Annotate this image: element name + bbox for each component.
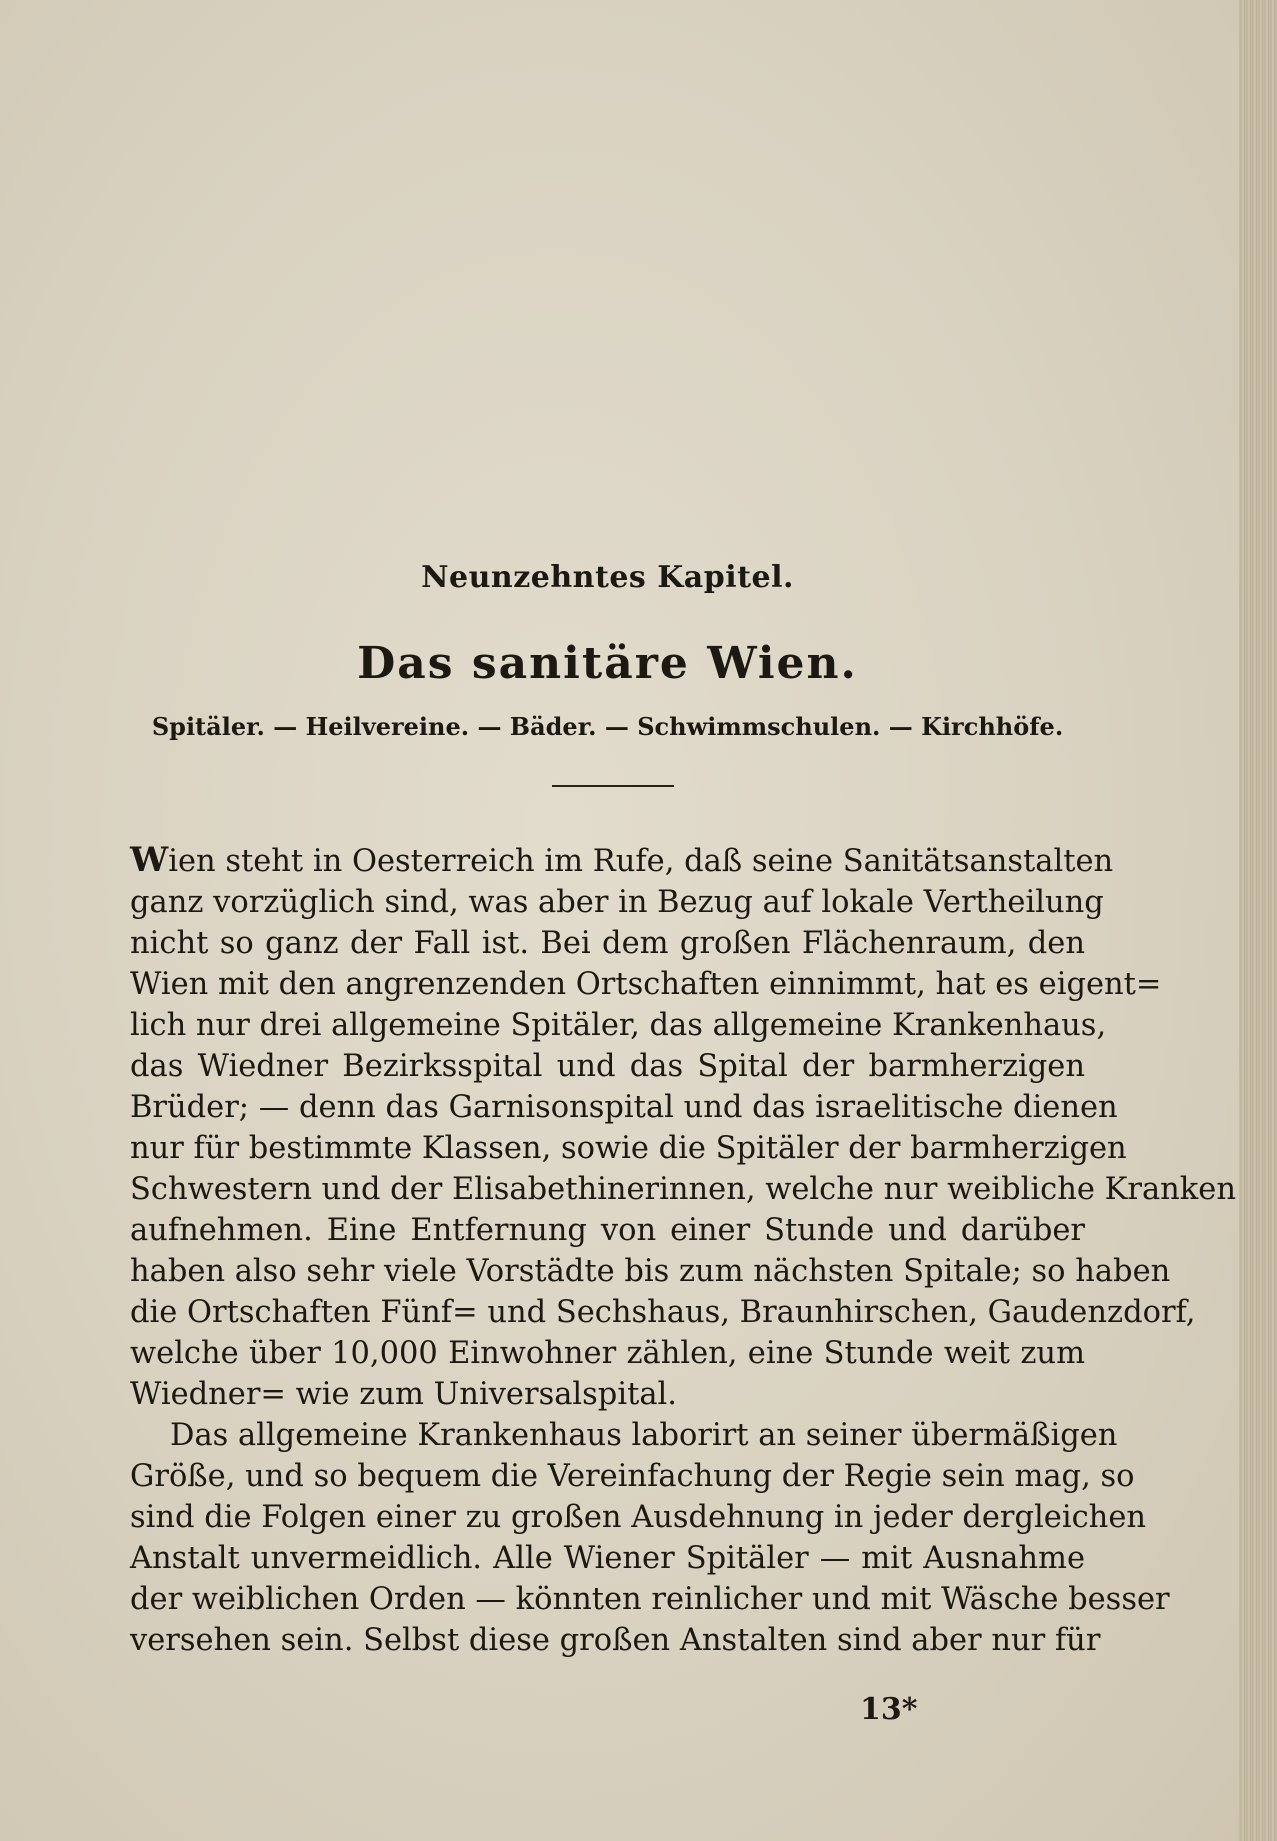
text-line: Wien mit den angrenzenden Ortschaften einnimmt, hat es eigent=	[130, 967, 1162, 1002]
text-line-rest: ien steht in Oesterreich im Rufe, daß seine Sanitätsanstalten	[168, 844, 1114, 879]
text-line: welche über 10,000 Einwohner zählen, eine Stunde weit zum	[130, 1336, 1085, 1371]
text-line: der weiblichen Orden — könnten reinlicher und mit Wäsche besser	[130, 1582, 1170, 1617]
text-line: die Ortschaften Fünf= und Sechshaus, Braunhirschen, Gaudenzdorf,	[130, 1295, 1196, 1330]
text-line: versehen sein. Selbst diese großen Anstalten sind aber nur für	[130, 1623, 1101, 1658]
chapter-title: Das sanitäre Wien.	[357, 638, 858, 689]
text-line: sind die Folgen einer zu großen Ausdehnung in jeder dergleichen	[130, 1500, 1147, 1535]
initial-letter: W	[130, 840, 169, 880]
text-line: das Wiedner Bezirksspital und das Spital der barmherzigen	[130, 1049, 1085, 1084]
signature-mark: 13*	[860, 1692, 918, 1727]
body-text	[130, 840, 1236, 1661]
text-line: aufnehmen. Eine Entfernung von einer Stunde und darüber	[130, 1213, 1085, 1248]
text-line: nicht so ganz der Fall ist. Bei dem großen Flächenraum, den	[130, 926, 1085, 961]
text-line: lich nur drei allgemeine Spitäler, das allgemeine Krankenhaus,	[130, 1008, 1107, 1043]
page-edge-stack	[1239, 0, 1277, 1841]
text-line: Größe, und so bequem die Vereinfachung der Regie sein mag, so	[130, 1459, 1135, 1494]
text-line: haben also sehr viele Vorstädte bis zum nächsten Spitale; so haben	[130, 1254, 1171, 1289]
text-line: Das allgemeine Krankenhaus laborirt an seiner übermäßigen	[170, 1418, 1118, 1453]
title-rule	[552, 785, 674, 787]
text-line: Schwestern und der Elisabethinerinnen, welche nur weibliche Kranken	[130, 1172, 1236, 1207]
chapter-label: Neunzehntes Kapitel.	[421, 560, 794, 595]
text-line: ganz vorzüglich sind, was aber in Bezug auf lokale Vertheilung	[130, 885, 1104, 920]
text-line: Wiedner= wie zum Universalspital.	[130, 1377, 677, 1412]
chapter-subtopics: Spitäler. — Heilvereine. — Bäder. — Schwimmschulen. — Kirchhöfe.	[151, 712, 1064, 741]
text-line: Anstalt unvermeidlich. Alle Wiener Spitäler — mit Ausnahme	[130, 1541, 1085, 1576]
text-line: Brüder; — denn das Garnisonspital und das israelitische dienen	[130, 1090, 1118, 1125]
text-line: nur für bestimmte Klassen, sowie die Spitäler der barmherzigen	[130, 1131, 1127, 1166]
text-line	[130, 840, 1114, 882]
